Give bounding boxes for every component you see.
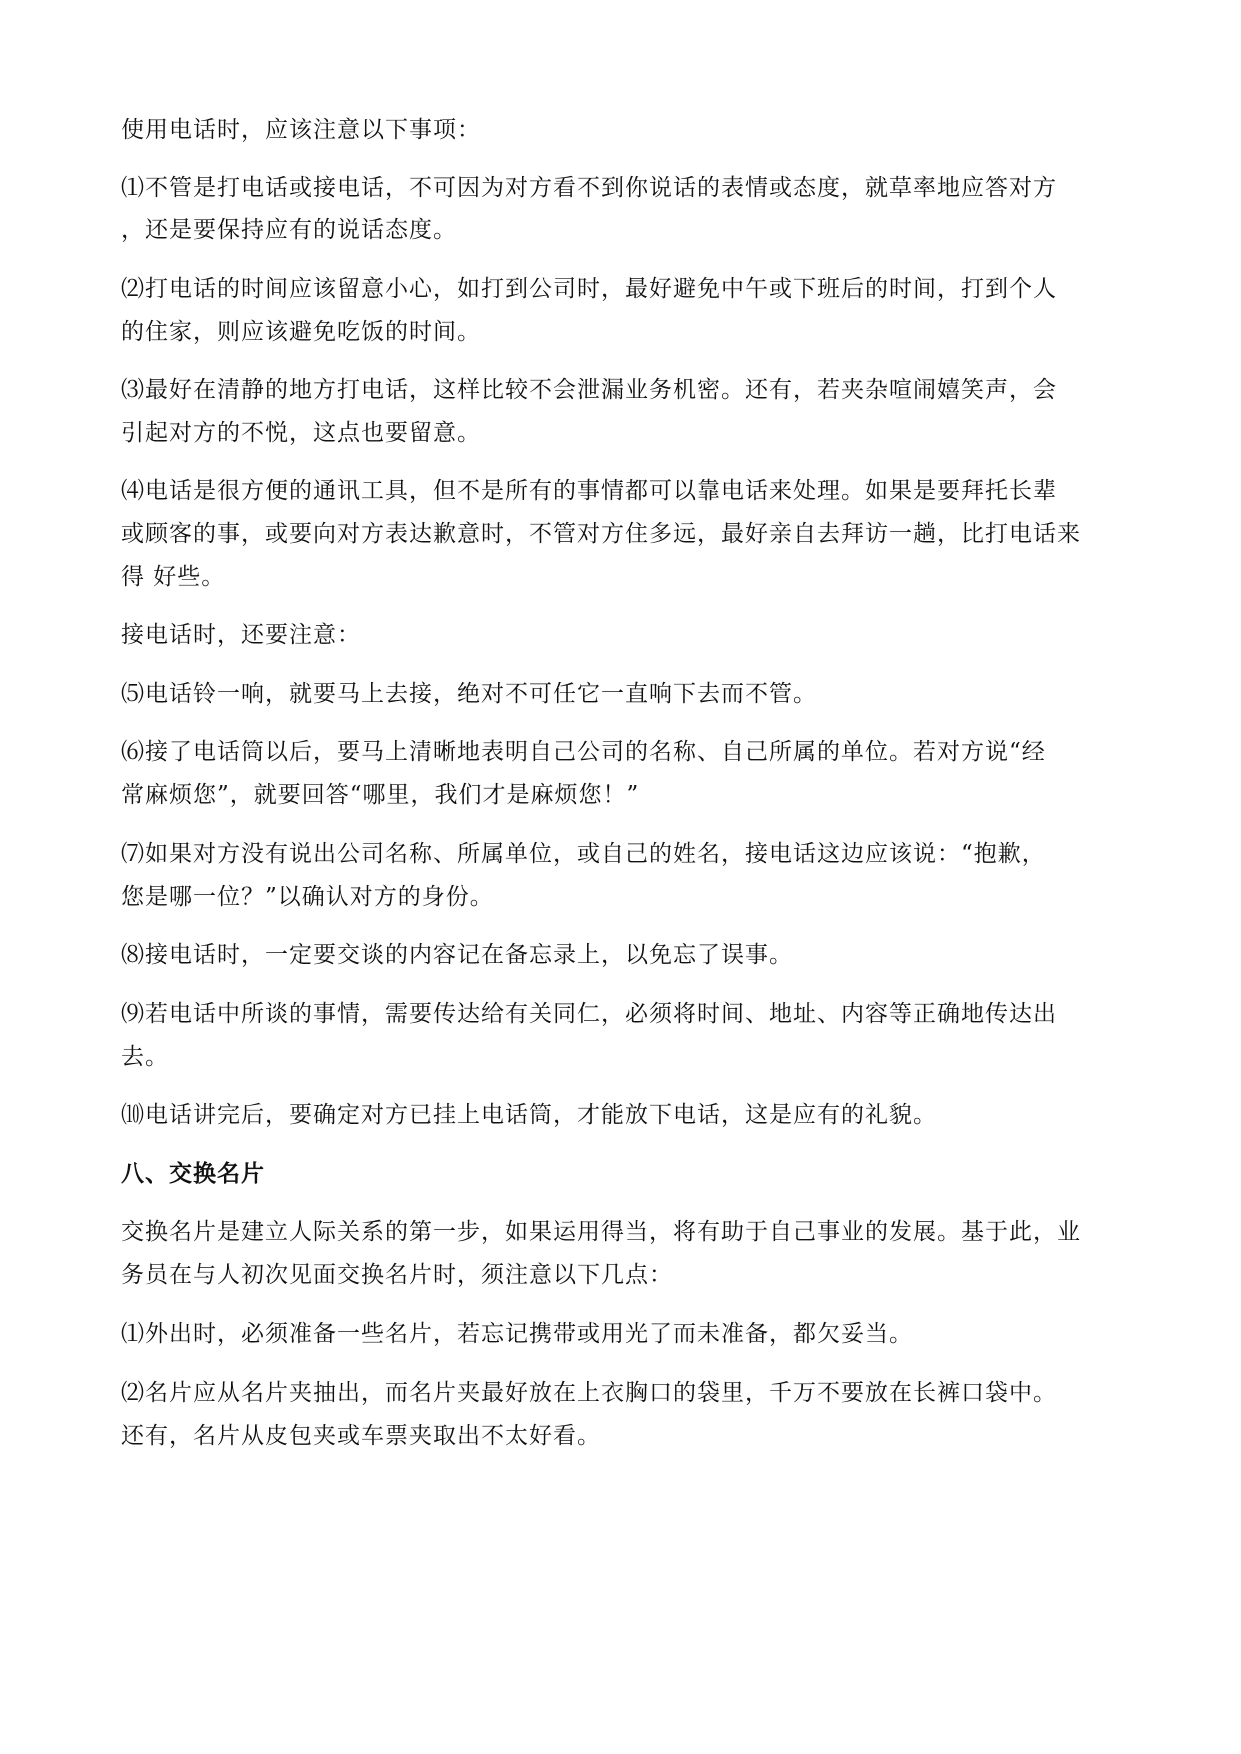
- item-1-line-2: ，还是要保持应有的说话态度。: [121, 217, 457, 243]
- item-2-line-1: ⑵打电话的时间应该留意小心，如打到公司时，最好避免中午或下班后的时间，打到个人: [121, 276, 1057, 302]
- item-7-line-2: 您是哪一位？”以确认对方的身份。: [121, 884, 494, 910]
- section-intro-line-1: 交换名片是建立人际关系的第一步，如果运用得当，将有助于自己事业的发展。基于此，业: [121, 1219, 1081, 1245]
- card-item-2-line-1: ⑵名片应从名片夹抽出，而名片夹最好放在上衣胸口的袋里，千万不要放在长裤口袋中。: [121, 1380, 1057, 1406]
- item-9-line-1: ⑼若电话中所谈的事情，需要传达给有关同仁，必须将时间、地址、内容等正确地传达出: [121, 1001, 1057, 1027]
- item-5-line-1: ⑸电话铃一响，就要马上去接，绝对不可任它一直响下去而不管。: [121, 681, 817, 707]
- item-7-line-1: ⑺如果对方没有说出公司名称、所属单位，或自己的姓名，接电话这边应该说：“抱歉，: [121, 841, 1046, 867]
- item-3-line-1: ⑶最好在清静的地方打电话，这样比较不会泄漏业务机密。还有，若夹杂喧闹嬉笑声，会: [121, 377, 1057, 403]
- item-6-line-2: 常麻烦您”，就要回答“哪里，我们才是麻烦您！”: [121, 782, 640, 808]
- card-item-2-line-2: 还有，名片从皮包夹或车票夹取出不太好看。: [121, 1423, 601, 1449]
- item-4-line-3: 得 好些。: [121, 564, 226, 590]
- section-intro-line-2: 务员在与人初次见面交换名片时，须注意以下几点：: [121, 1262, 673, 1288]
- item-2-line-2: 的住家，则应该避免吃饭的时间。: [121, 319, 481, 345]
- item-9-line-2: 去。: [121, 1044, 169, 1070]
- intro-line: 使用电话时，应该注意以下事项：: [121, 117, 481, 143]
- item-3-line-2: 引起对方的不悦，这点也要留意。: [121, 420, 481, 446]
- item-4-line-1: ⑷电话是很方便的通讯工具，但不是所有的事情都可以靠电话来处理。如果是要拜托长辈: [121, 478, 1057, 504]
- card-item-1-line-1: ⑴外出时，必须准备一些名片，若忘记携带或用光了而未准备，都欠妥当。: [121, 1321, 913, 1347]
- item-8-line-1: ⑻接电话时，一定要交谈的内容记在备忘录上，以免忘了误事。: [121, 942, 793, 968]
- item-4-line-2: 或顾客的事，或要向对方表达歉意时，不管对方住多远，最好亲自去拜访一趟，比打电话来: [121, 521, 1081, 547]
- item-1-line-1: ⑴不管是打电话或接电话，不可因为对方看不到你说话的表情或态度，就草率地应答对方: [121, 175, 1057, 201]
- subheading-answering: 接电话时，还要注意：: [121, 622, 361, 648]
- item-6-line-1: ⑹接了电话筒以后，要马上清晰地表明自己公司的名称、自己所属的单位。若对方说“经: [121, 739, 1046, 765]
- section-heading: 八、交换名片: [121, 1161, 265, 1187]
- item-10-line-1: ⑽电话讲完后，要确定对方已挂上电话筒，才能放下电话，这是应有的礼貌。: [121, 1102, 937, 1128]
